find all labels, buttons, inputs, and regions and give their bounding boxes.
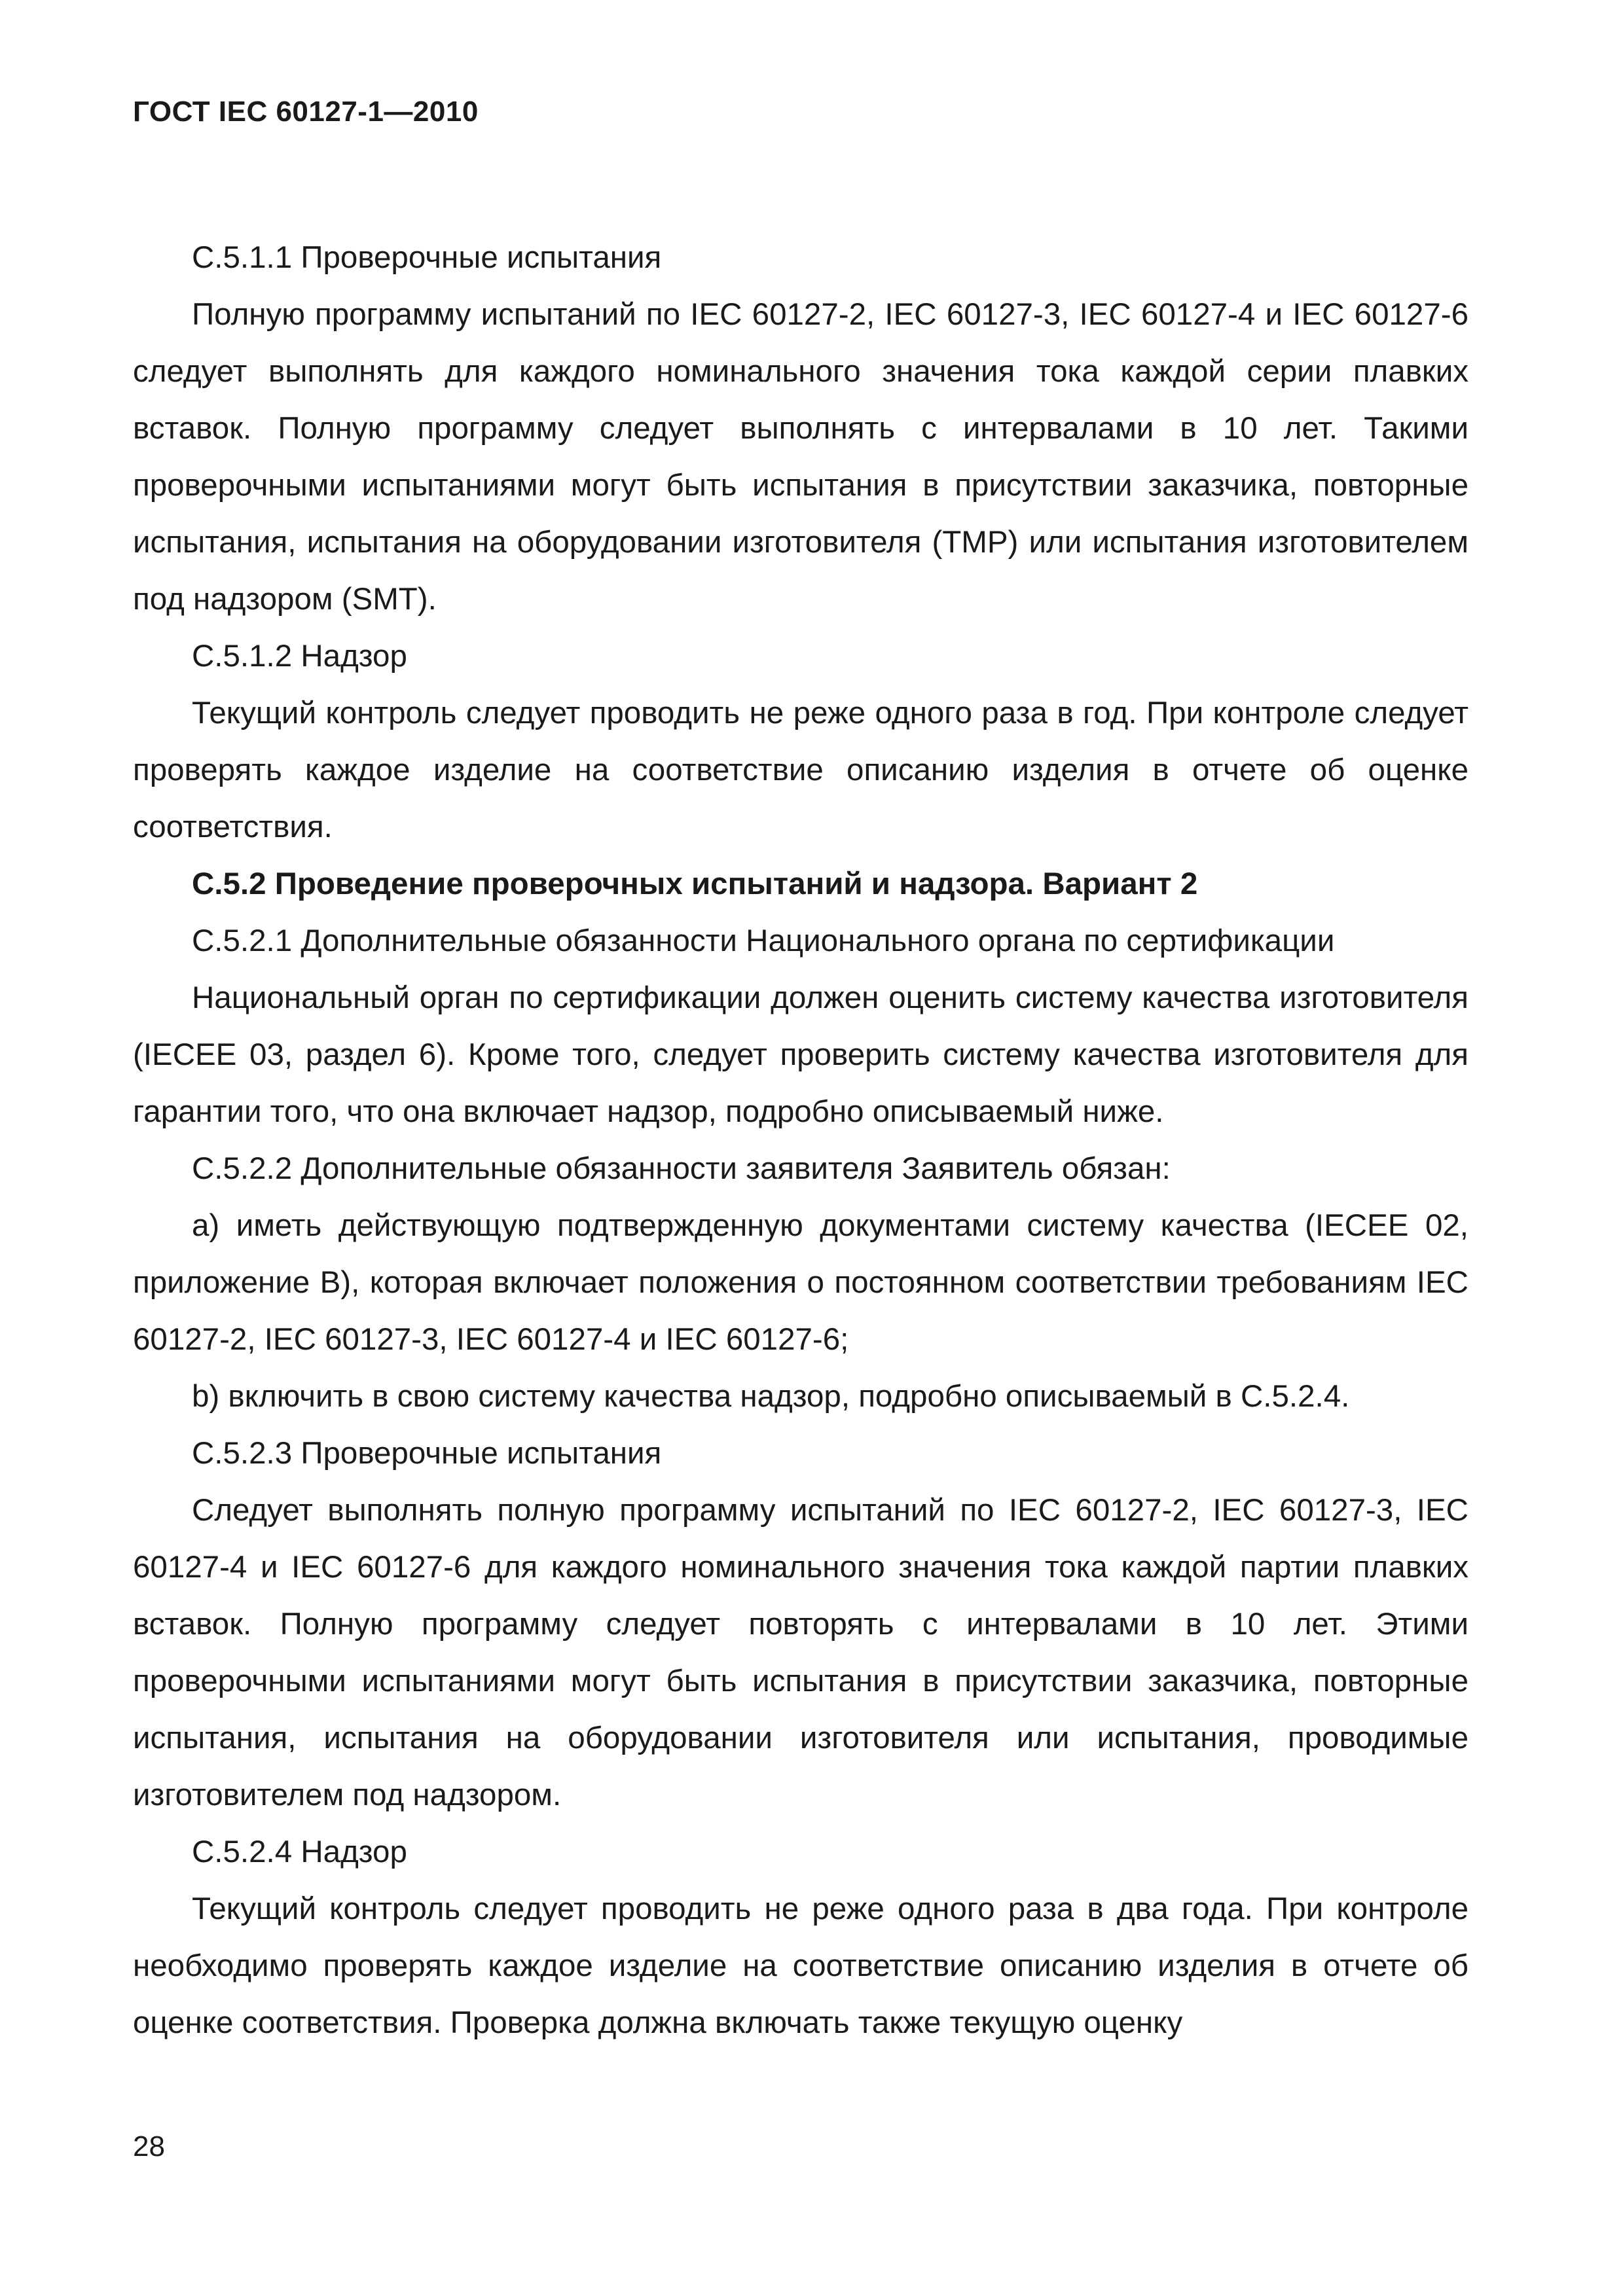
- paragraph-surveillance-v2: Текущий контроль следует проводить не реже одного раза в два года. При контроле необходимо проверять каждое изделие на соответствие описанию изделия в отчете об оценке соответствия. Проверка должна включать также текущую оценку: [133, 1892, 1468, 2040]
- list-item-a: a) иметь действующую подтвержденную документами систему качества (IECEE 02, приложение В), которая включает положения о постоянном соответствии требованиям IEC 60127-2, IEC 60127-3, IEC 60127-4 и IEC 60127-6;: [133, 1208, 1468, 1357]
- paragraph-verification-tests: Полную программу испытаний по IEC 60127-2, IEC 60127-3, IEC 60127-4 и IEC 60127-6 следует выполнять для каждого номинального значения тока каждой серии плавких вставок. Полную программу следует выполнять с интервалами в 10 лет. Такими проверочными испытаниями могут быть испытания в присутствии заказчика, повторные испытания, испытания на оборудовании изготовителя (TMP) или испытания изготовителем под надзором (SMT).: [133, 297, 1468, 617]
- subsection-heading-c5-1-1: С.5.1.1 Проверочные испытания: [192, 240, 662, 275]
- paragraph-surveillance: Текущий контроль следует проводить не реже одного раза в год. При контроле следует проверять каждое изделие на соответствие описанию изделия в отчете об оценке соответствия.: [133, 696, 1468, 844]
- page-body: [133, 229, 1468, 2051]
- section-heading-c5-2: С.5.2 Проведение проверочных испытаний и надзора. Вариант 2: [192, 867, 1198, 901]
- subsection-heading-c5-2-1: С.5.2.1 Дополнительные обязанности Национального органа по сертификации: [192, 924, 1335, 958]
- page-number: 28: [133, 2130, 165, 2162]
- subsection-heading-c5-2-4: С.5.2.4 Надзор: [192, 1835, 407, 1869]
- document-header: ГОСТ IEC 60127-1—2010: [133, 96, 479, 128]
- paragraph-verification-tests-v2: Следует выполнять полную программу испытаний по IEC 60127-2, IEC 60127-3, IEC 60127-4 и IEC 60127-6 для каждого номинального значения тока каждой партии плавких вставок. Полную программу следует повторять с интервалами в 10 лет. Этими проверочными испытаниями могут быть испытания в присутствии заказчика, повторные испытания, испытания на оборудовании изготовителя или испытания, проводимые изготовителем под надзором.: [133, 1493, 1468, 1812]
- subsection-heading-c5-2-3: С.5.2.3 Проверочные испытания: [192, 1436, 662, 1471]
- list-item-b: b) включить в свою систему качества надзор, подробно описываемый в С.5.2.4.: [192, 1379, 1350, 1414]
- subsection-heading-c5-1-2: С.5.1.2 Надзор: [192, 639, 407, 673]
- subsection-heading-c5-2-2: С.5.2.2 Дополнительные обязанности заявителя Заявитель обязан:: [192, 1151, 1171, 1186]
- paragraph-certification-body-duties: Национальный орган по сертификации должен оценить систему качества изготовителя (IECEE 03, раздел 6). Кроме того, следует проверить систему качества изготовителя для гарантии того, что она включает надзор, подробно описываемый ниже.: [133, 980, 1468, 1129]
